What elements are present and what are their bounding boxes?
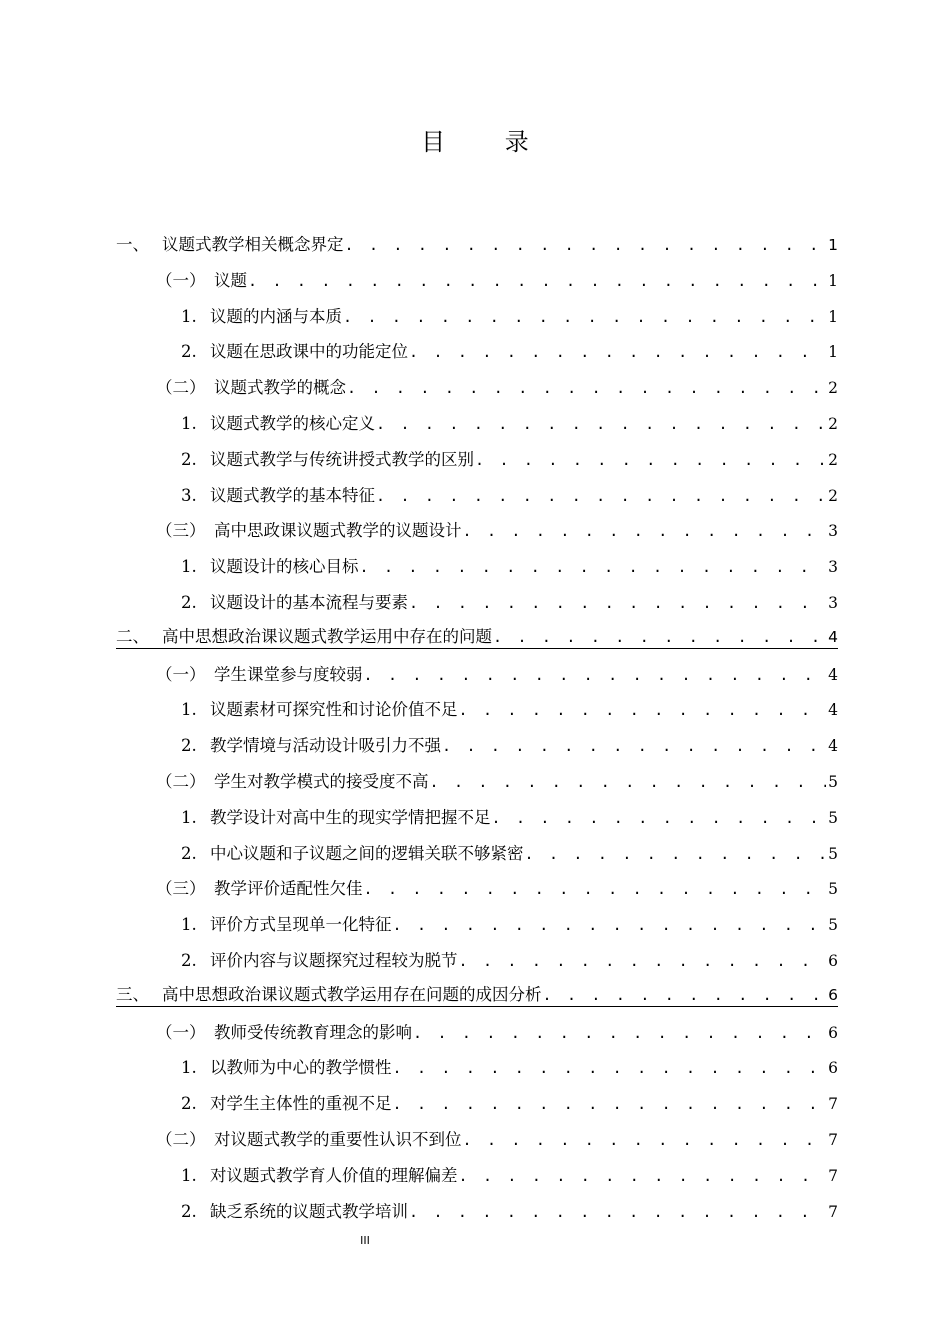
toc-entry-title: 议题设计的核心目标: [210, 557, 359, 577]
toc-entry[interactable]: [156, 1010, 838, 1044]
toc-entry-number: 1.: [181, 807, 197, 827]
toc-entry-title: 中心议题和子议题之间的逻辑关联不够紧密: [210, 843, 524, 863]
toc-entry-title: 议题的内涵与本质: [210, 306, 342, 326]
toc-entry-number: （一）: [156, 1022, 206, 1042]
toc-entry-number: 一、: [116, 235, 149, 254]
toc-entry-number: 2.: [181, 449, 197, 469]
toc-entry-number: 1.: [181, 1165, 197, 1185]
toc-entry-number: 二、: [116, 626, 149, 646]
toc-entry[interactable]: [156, 759, 838, 793]
toc-entry-title: 教师受传统教育理念的影响: [214, 1022, 412, 1042]
toc-entry[interactable]: [181, 1189, 838, 1223]
toc-entry-page: 1: [828, 271, 838, 290]
toc-entry-number: （二）: [156, 772, 206, 791]
toc-entry-page: 6: [828, 1023, 838, 1042]
toc-entry[interactable]: [116, 974, 838, 1007]
toc-dot-leader: [524, 843, 827, 865]
toc-entry-page: 2: [828, 379, 838, 398]
toc-entry-title: 教学设计对高中生的现实学情把握不足: [210, 807, 491, 827]
toc-entry[interactable]: [156, 1117, 838, 1151]
toc-dot-leader: [375, 485, 826, 507]
toc-entry-number: （一）: [156, 664, 206, 684]
toc-entry[interactable]: [181, 1045, 838, 1079]
toc-entry-page: 5: [828, 773, 838, 791]
toc-dot-leader: [392, 914, 827, 936]
toc-entry[interactable]: [181, 294, 838, 328]
toc-entry-page: 4: [828, 737, 838, 756]
toc-entry-title: 议题式教学与传统讲授式教学的区别: [210, 449, 474, 469]
toc-dot-leader: [458, 950, 827, 972]
toc-entry-number: （二）: [156, 378, 206, 398]
toc-entry[interactable]: [181, 580, 838, 614]
toc-entry-number: 2.: [181, 1201, 197, 1221]
toc-dot-leader: [247, 270, 826, 292]
toc-entry-page: 3: [828, 522, 838, 541]
toc-entry-title: 议题: [214, 270, 247, 290]
toc-dot-leader: [492, 626, 826, 648]
toc-entry[interactable]: [116, 616, 838, 649]
toc-entry-title: 高中思想政治课议题式教学运用存在问题的成因分析: [162, 984, 542, 1004]
toc-entry-number: 1.: [181, 306, 197, 326]
toc-entry-page: 1: [828, 343, 838, 362]
toc-entry-number: 2.: [181, 736, 197, 756]
toc-entry-title: 缺乏系统的议题式教学培训: [210, 1201, 408, 1221]
toc-dot-leader: [542, 984, 827, 1006]
toc-entry-page: 5: [828, 916, 838, 935]
toc-entry-title: 评价内容与议题探究过程较为脱节: [210, 951, 458, 970]
toc-entry-title: 对议题式教学的重要性认识不到位: [214, 1130, 462, 1149]
toc-dot-leader: [474, 449, 826, 471]
toc-entry-title: 议题式教学的核心定义: [210, 414, 375, 433]
toc-entry[interactable]: [181, 938, 838, 972]
toc-entry-title: 高中思想政治课议题式教学运用中存在的问题: [162, 626, 492, 646]
toc-dot-leader: [392, 1057, 827, 1079]
toc-entry-number: 1.: [181, 915, 197, 935]
toc-entry-number: 2.: [181, 593, 197, 612]
toc-entry-number: 2.: [181, 951, 197, 970]
toc-entry[interactable]: [181, 544, 838, 578]
toc-dot-leader: [363, 664, 827, 686]
toc-entry-page: 6: [828, 985, 838, 1004]
toc-entry-title: 教学评价适配性欠佳: [214, 879, 363, 899]
toc-dot-leader: [429, 771, 827, 793]
toc-dot-leader: [346, 377, 826, 399]
page-number: III: [360, 1234, 370, 1247]
toc-entry-page: 7: [828, 1131, 838, 1149]
toc-entry[interactable]: [181, 902, 838, 936]
toc-entry-page: 1: [828, 307, 838, 326]
toc-dot-leader: [408, 1201, 826, 1223]
toc-entry-number: 三、: [116, 984, 149, 1004]
toc-entry[interactable]: [181, 329, 838, 363]
toc-entry[interactable]: [181, 1153, 838, 1187]
toc-entry[interactable]: [181, 473, 838, 507]
toc-entry[interactable]: [156, 866, 838, 900]
toc-entry-title: 议题在思政课中的功能定位: [210, 342, 408, 362]
toc-entry-number: 1.: [181, 700, 197, 720]
toc-entry-title: 议题素材可探究性和讨论价值不足: [210, 700, 458, 720]
toc-entry-page: 3: [828, 594, 838, 612]
toc-entry-number: 1.: [181, 1058, 197, 1078]
toc-entry-page: 1: [828, 236, 838, 254]
toc-entry-number: 2.: [181, 1094, 197, 1114]
toc-entry-page: 7: [828, 1166, 838, 1185]
page-title: 目 录: [421, 128, 555, 156]
toc-entry-number: 2.: [181, 342, 197, 362]
toc-entry-title: 教学情境与活动设计吸引力不强: [210, 736, 441, 756]
toc-entry-title: 对学生主体性的重视不足: [210, 1094, 392, 1114]
toc-entry-page: 4: [828, 627, 838, 646]
toc-entry[interactable]: [181, 1081, 838, 1115]
toc-entry-page: 7: [828, 1095, 838, 1114]
toc-entry-page: 6: [828, 952, 838, 970]
toc-entry-page: 7: [828, 1202, 838, 1221]
toc-entry-page: 2: [828, 415, 838, 433]
toc-entry[interactable]: [116, 222, 838, 256]
toc-entry-number: 2.: [181, 843, 197, 863]
toc-dot-leader: [408, 341, 826, 363]
toc-dot-leader: [491, 807, 827, 829]
toc-entry[interactable]: [181, 723, 838, 757]
toc-entry-number: 1.: [181, 414, 197, 433]
toc-dot-leader: [441, 735, 826, 757]
toc-entry-page: 2: [828, 486, 838, 505]
toc-entry-page: 5: [828, 808, 838, 827]
toc-dot-leader: [363, 878, 827, 900]
toc-dot-leader: [375, 413, 826, 435]
toc-entry-page: 4: [828, 701, 838, 720]
toc-entry-title: 议题式教学相关概念界定: [162, 235, 344, 254]
toc-entry[interactable]: [156, 365, 838, 399]
toc-dot-leader: [458, 699, 827, 721]
toc-entry-title: 议题式教学的概念: [214, 378, 346, 398]
toc-entry-page: 2: [828, 450, 838, 469]
toc-entry-title: 学生对教学模式的接受度不高: [214, 772, 429, 791]
toc-entry[interactable]: [181, 795, 838, 829]
toc-entry-page: 5: [828, 880, 838, 899]
toc-entry-number: （三）: [156, 879, 206, 899]
toc-entry-page: 3: [828, 558, 838, 577]
toc-entry-number: （三）: [156, 521, 206, 541]
toc-entry-page: 6: [828, 1059, 838, 1078]
toc-entry-title: 高中思政课议题式教学的议题设计: [214, 521, 462, 541]
toc-entry-title: 议题式教学的基本特征: [210, 485, 375, 505]
toc-dot-leader: [462, 520, 827, 542]
toc-entry[interactable]: [181, 401, 838, 435]
toc-dot-leader: [408, 592, 826, 614]
toc-dot-leader: [412, 1022, 826, 1044]
toc-entry-number: 3.: [181, 485, 197, 505]
toc-entry-title: 议题设计的基本流程与要素: [210, 593, 408, 612]
toc-entry-title: 学生课堂参与度较弱: [214, 664, 363, 684]
toc-entry[interactable]: [181, 437, 838, 471]
toc-entry-title: 评价方式呈现单一化特征: [210, 915, 392, 935]
toc-dot-leader: [342, 306, 826, 328]
toc-dot-leader: [462, 1129, 827, 1151]
toc-dot-leader: [359, 556, 827, 578]
toc-entry-number: （二）: [156, 1130, 206, 1149]
toc-entry[interactable]: [156, 508, 838, 542]
toc-entry-number: 1.: [181, 557, 197, 577]
toc-entry-title: 对议题式教学育人价值的理解偏差: [210, 1165, 458, 1185]
toc-dot-leader: [344, 234, 827, 256]
toc-entry-page: 4: [828, 665, 838, 684]
toc-entry-title: 以教师为中心的教学惯性: [210, 1058, 392, 1078]
toc-entry[interactable]: [156, 652, 838, 686]
toc-dot-leader: [392, 1093, 827, 1115]
toc-entry[interactable]: [181, 831, 838, 865]
toc-dot-leader: [458, 1165, 827, 1187]
toc-entry-number: （一）: [156, 270, 206, 290]
toc-entry-page: 5: [828, 844, 838, 863]
toc-entry[interactable]: [181, 687, 838, 721]
toc-entry[interactable]: [156, 258, 838, 292]
